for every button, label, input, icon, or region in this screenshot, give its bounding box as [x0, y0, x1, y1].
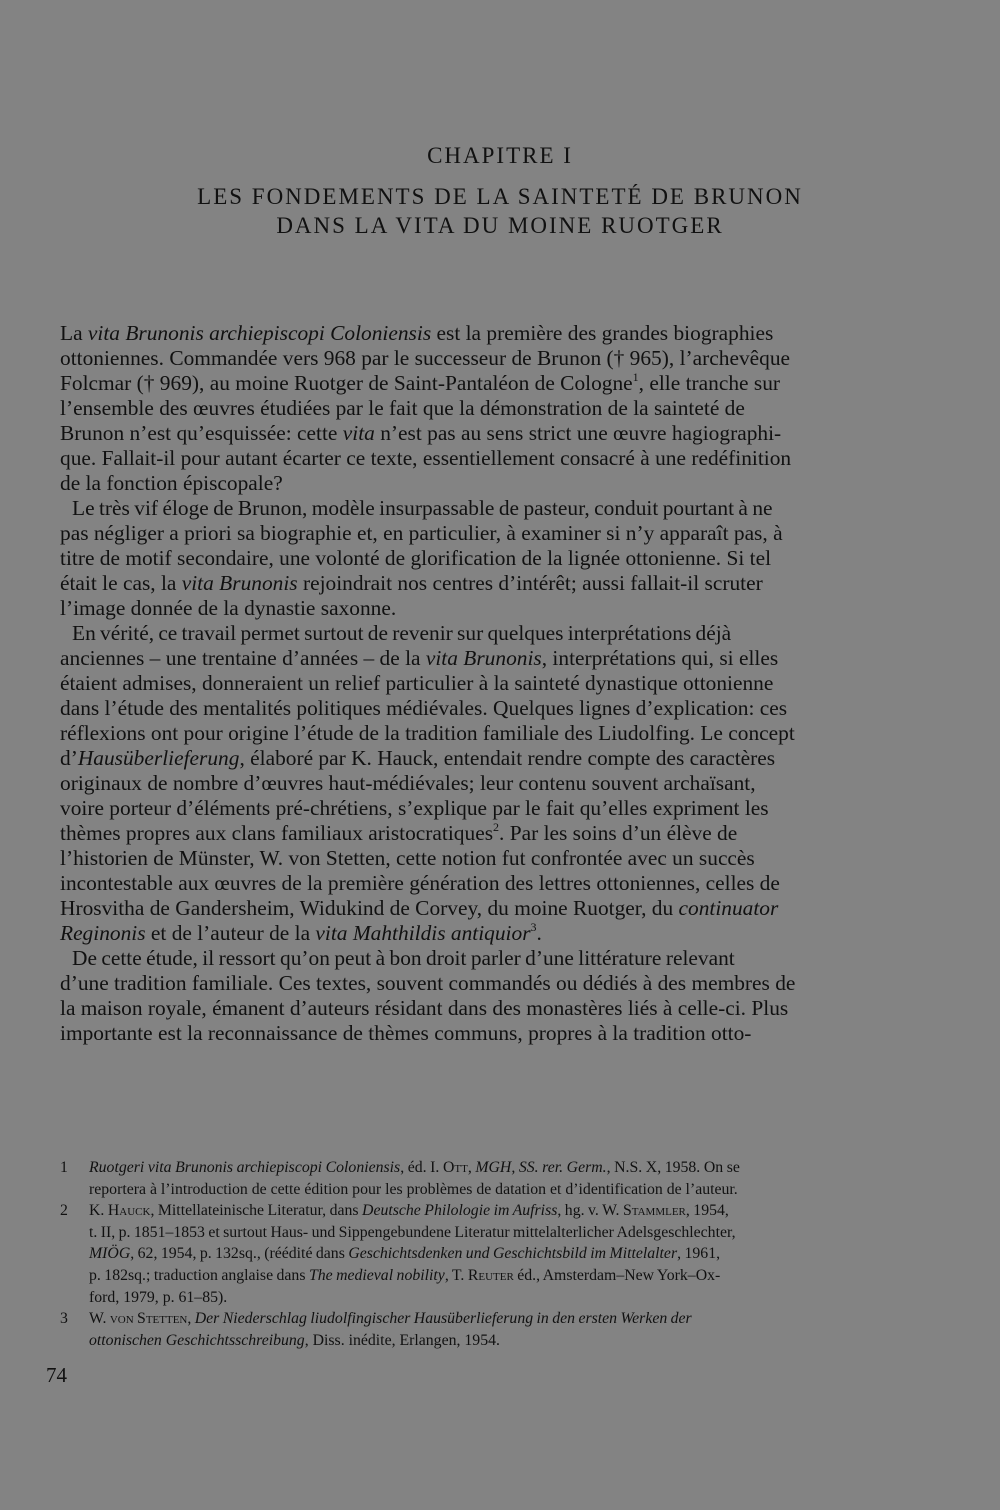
footnote-line: ford, 1979, p. 61–85).: [89, 1288, 228, 1306]
text-line: thèmes propres aux clans familiaux aristocratiques$^2$. Par les soins d’un élève de: [60, 820, 738, 845]
text-line: pas négliger a priori sa biographie et, en particulier, à examiner si n’y apparaît pas, à: [60, 521, 783, 545]
body-text: [60, 321, 940, 1046]
text-line: l’historien de Münster, W. von Stetten, cette notion fut confrontée avec un succès: [60, 846, 755, 870]
footnote-line: Ruotgeri vita Brunonis archiepiscopi Coloniensis, éd. I. Ott, MGH, SS. rer. Germ., N.S. X, 1958. On se: [89, 1159, 740, 1176]
footnote-line: reportera à l’introduction de cette édition pour les problèmes de datation et d’identification de l’auteur.: [89, 1180, 738, 1198]
text-line: Hrosvitha de Gandersheim, Widukind de Corvey, du moine Ruotger, du continuator: [60, 896, 779, 920]
footnote-line: K. Hauck, Mittellateinische Literatur, dans Deutsche Philologie im Aufriss, hg. v. W. Stammler, 1954,: [89, 1202, 729, 1220]
chapter-heading: [60, 140, 940, 240]
text-line: d’une tradition familiale. Ces textes, souvent commandés ou dédiés à des membres de: [60, 971, 796, 995]
footnote: [60, 1308, 940, 1351]
footnote-line: p. 182sq.; traduction anglaise dans The medieval nobility, T. Reuter éd., Amsterdam–New York–Ox-: [89, 1266, 721, 1284]
text-line: réflexions ont pour origine l’étude de la tradition familiale des Liudolfing. Le concept: [60, 721, 795, 745]
footnote-number: 1: [60, 1159, 68, 1176]
text-line: incontestable aux œuvres de la première génération des lettres ottoniennes, celles de: [60, 871, 780, 895]
text-line: La vita Brunonis archiepiscopi Coloniensis est la première des grandes biographies: [60, 321, 774, 345]
text-line: que. Fallait-il pour autant écarter ce texte, essentiellement consacré à une redéfinition: [60, 446, 792, 470]
footnote-line: W. von Stetten, Der Niederschlag liudolfingischer Hausüberlieferung in den ersten Werken der: [89, 1310, 692, 1328]
footnotes: [60, 1157, 940, 1351]
text-line: Reginonis et de l’auteur de la vita Mahthildis antiquior$^3$.: [60, 920, 542, 945]
text-line: l’ensemble des œuvres étudiées par le fait que la démonstration de la sainteté de: [60, 396, 745, 420]
text-line: Folcmar († 969), au moine Ruotger de Saint-Pantaléon de Cologne$^1$, elle tranche sur: [60, 370, 781, 395]
footnote: [60, 1157, 940, 1200]
footnote-line: ottonischen Geschichtsschreibung, Diss. inédite, Erlangen, 1954.: [89, 1331, 500, 1349]
paragraph: [60, 321, 940, 496]
text-line: titre de motif secondaire, une volonté de glorification de la lignée ottonienne. Si tel: [60, 546, 772, 570]
footnote-number: 3: [60, 1310, 68, 1328]
paragraph: [60, 621, 940, 946]
text-line: l’image donnée de la dynastie saxonne.: [60, 596, 397, 620]
footnote-number: 2: [60, 1202, 68, 1220]
text-line: voire porteur d’éléments pré-chrétiens, s’explique par le fait qu’elles expriment les: [60, 796, 769, 820]
text-line: En vérité, ce travail permet surtout de revenir sur quelques interprétations déjà: [72, 621, 732, 645]
text-line: la maison royale, émanent d’auteurs résidant dans des monastères liés à celle-ci. Plus: [60, 996, 789, 1020]
text-line: ottoniennes. Commandée vers 968 par le successeur de Brunon († 965), l’archevêque: [60, 346, 791, 370]
text-line: De cette étude, il ressort qu’on peut à bon droit parler d’une littérature relevant: [72, 946, 735, 970]
text-line: originaux de nombre d’œuvres haut-médiévales; leur contenu souvent archaïsant,: [60, 771, 756, 795]
text-line: était le cas, la vita Brunonis rejoindrait nos centres d’intérêt; aussi fallait-il scruter: [60, 571, 763, 595]
text-line: de la fonction épiscopale?: [60, 471, 283, 495]
text-line: Brunon n’est qu’esquissée: cette vita n’est pas au sens strict une œuvre hagiographi-: [60, 421, 782, 445]
text-line: anciennes – une trentaine d’années – de la vita Brunonis, interprétations qui, si elles: [60, 646, 779, 670]
paragraph: [60, 496, 940, 621]
footnote-line: t. II, p. 1851–1853 et surtout Haus- und Sippengebundene Literatur mittelalterlicher Adelsgeschlechter,: [89, 1223, 736, 1241]
chapter-title-line-2: DANS LA VITA DU MOINE RUOTGER: [276, 213, 724, 238]
text-line: d’Hausüberlieferung, élaboré par K. Hauck, entendait rendre compte des caractères: [60, 746, 776, 770]
footnote-line: MIÖG, 62, 1954, p. 132sq., (réédité dans Geschichtsdenken und Geschichtsbild im Mittelalter, 1961,: [89, 1245, 721, 1263]
text-line: dans l’étude des mentalités politiques médiévales. Quelques lignes d’explication: ces: [60, 696, 788, 720]
text-line: importante est la reconnaissance de thèmes communs, propres à la tradition otto-: [60, 1021, 752, 1045]
text-line: Le très vif éloge de Brunon, modèle insurpassable de pasteur, conduit pourtant à ne: [72, 496, 773, 520]
chapter-label: CHAPITRE I: [427, 143, 573, 168]
footnote: [60, 1200, 940, 1308]
text-line: étaient admises, donneraient un relief particulier à la sainteté dynastique ottonienne: [60, 671, 774, 695]
chapter-title-line-1: LES FONDEMENTS DE LA SAINTETÉ DE BRUNON: [197, 184, 803, 209]
page-number: 74: [46, 1363, 67, 1387]
paragraph: [60, 946, 940, 1046]
